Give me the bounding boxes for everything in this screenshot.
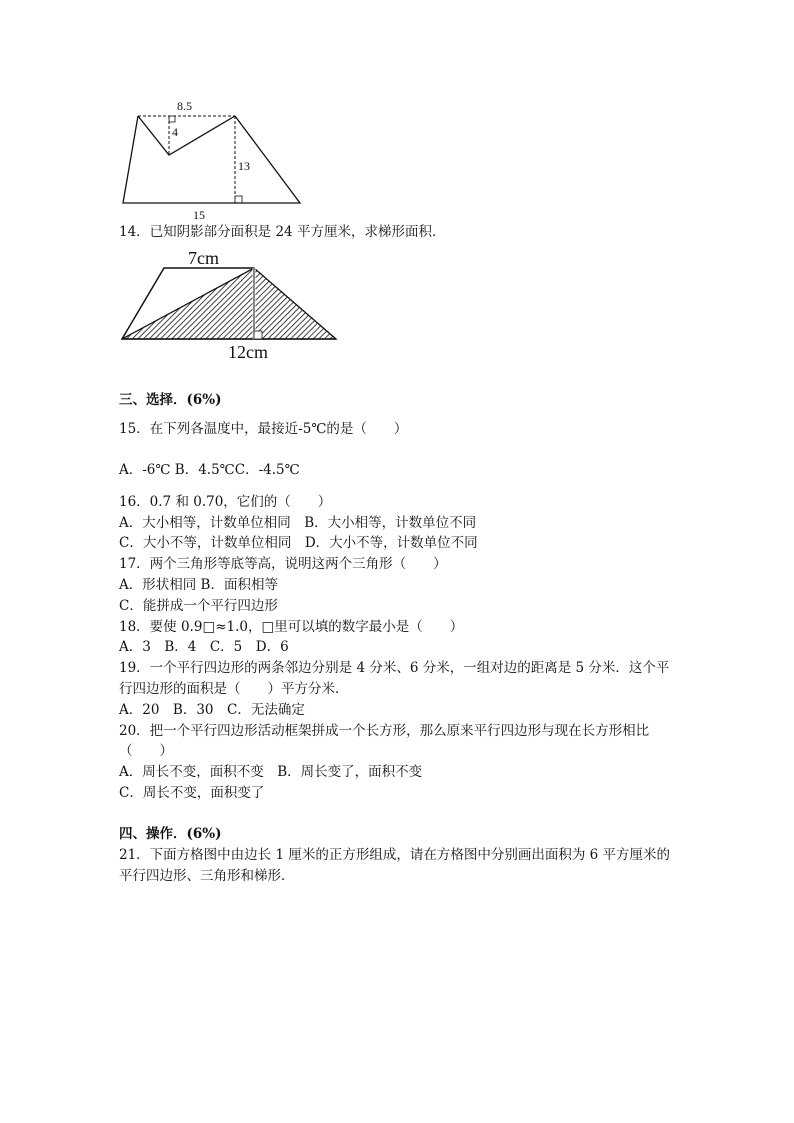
label-top: 8.5 — [177, 99, 192, 113]
q17-options-2: C．能拼成一个平行四边形 — [119, 598, 278, 614]
trapezoid-shaded-figure — [116, 247, 340, 365]
q20-stem: 20．把一个平行四边形活动框架拼成一个长方形，那么原来平行四边形与现在长方形相比 — [119, 723, 650, 739]
trapezoid-notch-figure — [115, 93, 315, 225]
q20-options-2: C．周长不变，面积变了 — [119, 785, 265, 801]
right-angle-mark — [254, 331, 262, 339]
shaded-triangle — [122, 268, 336, 339]
height-right-angle — [235, 196, 242, 203]
section-3-title: 三、选择．(6%) — [119, 392, 222, 408]
q16-options-2: C．大小不等，计数单位相同 D．大小不等，计数单位不同 — [119, 535, 478, 551]
label-bottom: 12cm — [228, 342, 268, 362]
q17-options-1: A．形状相同 B．面积相等 — [119, 577, 278, 593]
q16-stem: 16．0.7 和 0.70，它们的（ ） — [119, 494, 332, 510]
question-14: 14．已知阴影部分面积是 24 平方厘米，求梯形面积． — [119, 224, 446, 240]
q21-line-2: 平行四边形、三角形和梯形． — [119, 868, 295, 884]
q17-stem: 17．两个三角形等底等高，说明这两个三角形（ ） — [119, 556, 447, 572]
notch-right-angle — [169, 116, 175, 122]
q19-options: A．20 B．30 C．无法确定 — [119, 702, 305, 718]
q15-options: A．-6℃ B．4.5℃C．-4.5℃ — [119, 462, 300, 478]
q15-stem: 15．在下列各温度中，最接近-5℃的是（ ） — [119, 421, 408, 437]
label-height: 13 — [238, 159, 250, 173]
q19-stem-2: 行四边形的面积是（ ）平方分米． — [119, 681, 349, 697]
q20-stem-2: （ ） — [119, 743, 173, 759]
q21-line-1: 21．下面方格图中由边长 1 厘米的正方形组成，请在方格图中分别画出面积为 6 平方厘米的 — [119, 847, 671, 863]
trapezoid-outline — [123, 116, 300, 203]
section-4-title: 四、操作．(6%) — [119, 826, 222, 842]
q19-stem: 19．一个平行四边形的两条邻边分别是 4 分米、6 分米，一组对边的距离是 5 分米．这个平 — [119, 660, 670, 676]
notch-lines — [138, 116, 235, 155]
label-inner-height: 4 — [172, 125, 178, 139]
label-bottom: 15 — [193, 208, 205, 222]
q18-stem: 18．要使 0.9□≈1.0，□里可以填的数字最小是（ ） — [119, 619, 464, 635]
q18-options: A．3 B．4 C．5 D．6 — [119, 639, 289, 655]
q20-options-1: A．周长不变，面积不变 B．周长变了，面积不变 — [119, 764, 423, 780]
label-top: 7cm — [188, 248, 219, 268]
q16-options-1: A．大小相等，计数单位相同 B．大小相等，计数单位不同 — [119, 515, 477, 531]
